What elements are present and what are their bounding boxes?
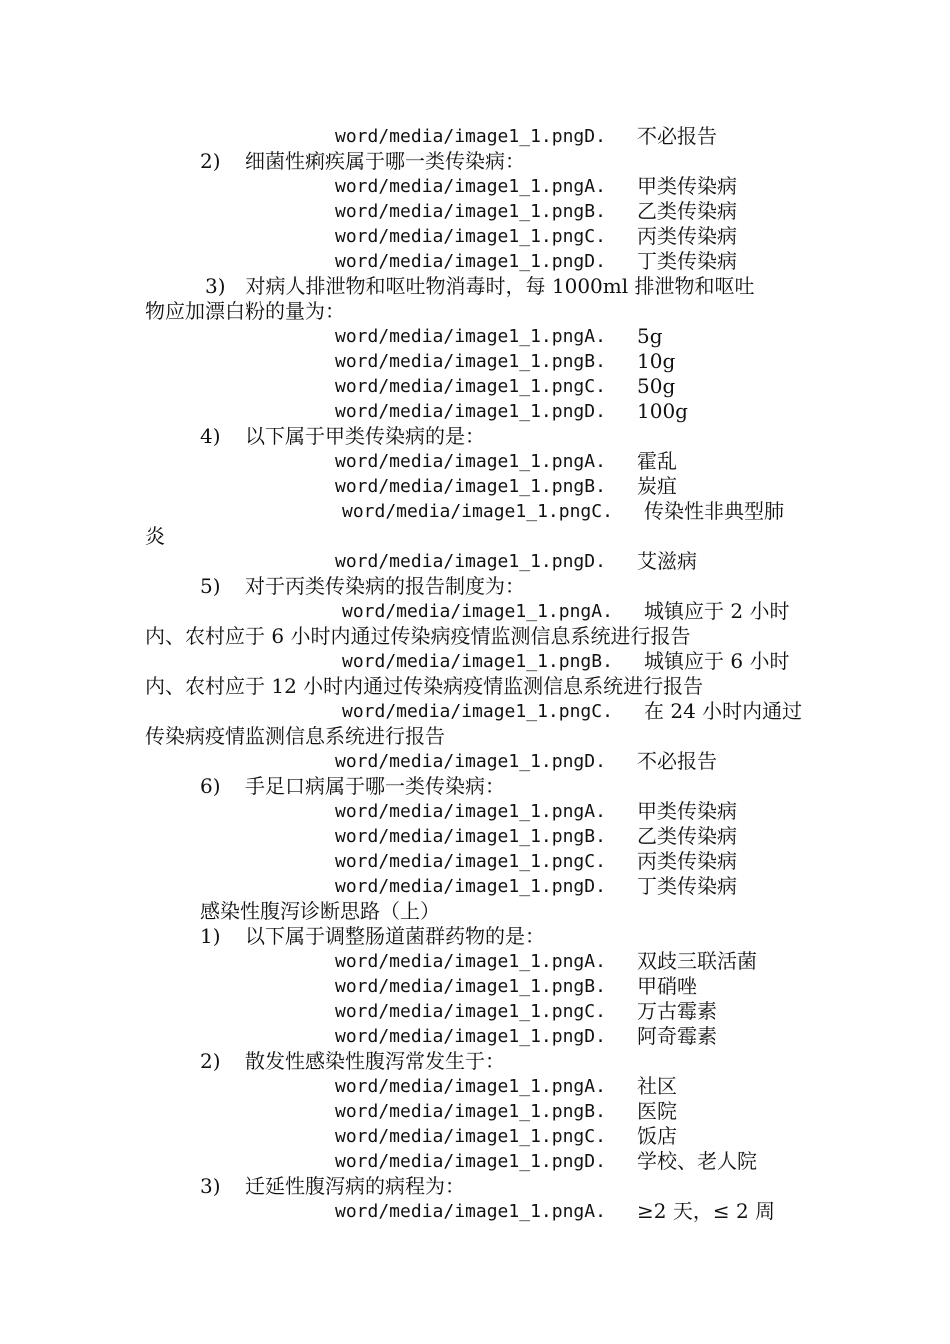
option-text-continuation: 炎: [145, 524, 165, 548]
option-prefix: word/media/image1_1.pngD.: [335, 751, 606, 772]
option-text-continuation: 传染病疫情监测信息系统进行报告: [145, 724, 445, 748]
option-text: 丙类传染病: [637, 224, 737, 248]
option-prefix: word/media/image1_1.pngC.: [342, 701, 613, 722]
option-text: 不必报告: [637, 124, 717, 148]
option-text: 饭店: [637, 1124, 677, 1148]
option-text: 100g: [637, 399, 688, 423]
question-number: 2): [200, 149, 221, 173]
option-prefix: word/media/image1_1.pngC.: [335, 1126, 606, 1147]
option-text: ≥2 天，≤ 2 周: [637, 1199, 776, 1223]
option-prefix: word/media/image1_1.pngD.: [335, 1026, 606, 1047]
option-line: [0, 474, 950, 499]
option-prefix: word/media/image1_1.pngA.: [335, 1076, 606, 1097]
option-line: [0, 399, 950, 424]
question-line: [0, 574, 950, 599]
option-line: [0, 974, 950, 999]
option-text: 医院: [637, 1099, 677, 1123]
option-line: [0, 749, 950, 774]
option-prefix: word/media/image1_1.pngD.: [335, 876, 606, 897]
option-prefix: word/media/image1_1.pngC.: [335, 851, 606, 872]
option-line: [0, 849, 950, 874]
option-text: 学校、老人院: [637, 1149, 757, 1173]
option-line: [0, 1199, 950, 1224]
option-prefix: word/media/image1_1.pngB.: [335, 351, 606, 372]
option-text: 传染性非典型肺: [644, 499, 784, 523]
question-text: 细菌性痢疾属于哪一类传染病：: [245, 149, 525, 173]
option-line: [0, 449, 950, 474]
option-line: [0, 949, 950, 974]
option-text: 乙类传染病: [637, 199, 737, 223]
option-line: [0, 1074, 950, 1099]
question-number: 1): [200, 924, 221, 948]
option-text: 丙类传染病: [637, 849, 737, 873]
option-prefix: word/media/image1_1.pngD.: [335, 1151, 606, 1172]
option-line: [0, 174, 950, 199]
option-line: [0, 1124, 950, 1149]
option-text: 霍乱: [637, 449, 677, 473]
option-text: 丁类传染病: [637, 874, 737, 898]
question-line: [0, 1049, 950, 1074]
option-line: [0, 349, 950, 374]
option-prefix: word/media/image1_1.pngD.: [335, 251, 606, 272]
question-number: 3): [200, 1174, 221, 1198]
option-prefix: word/media/image1_1.pngD.: [335, 401, 606, 422]
option-line: [0, 999, 950, 1024]
question-text: 手足口病属于哪一类传染病：: [245, 774, 505, 798]
option-text: 万古霉素: [637, 999, 717, 1023]
option-prefix: word/media/image1_1.pngA.: [335, 951, 606, 972]
option-line: [0, 649, 950, 674]
question-text: 对于丙类传染病的报告制度为：: [245, 574, 525, 598]
option-line: [0, 249, 950, 274]
question-line: [0, 1174, 950, 1199]
option-line: [0, 324, 950, 349]
option-text-continuation: 内、农村应于 12 小时内通过传染病疫情监测信息系统进行报告: [145, 674, 704, 698]
question-line: [0, 774, 950, 799]
option-text: 5g: [637, 324, 663, 348]
question-line: [0, 149, 950, 174]
option-line: [0, 824, 950, 849]
option-text: 城镇应于 6 小时: [644, 649, 790, 673]
option-prefix: word/media/image1_1.pngB.: [335, 476, 606, 497]
option-prefix: word/media/image1_1.pngB.: [335, 976, 606, 997]
option-text: 艾滋病: [637, 549, 697, 573]
option-text: 不必报告: [637, 749, 717, 773]
option-text: 甲硝唑: [637, 974, 697, 998]
option-line: [0, 699, 950, 724]
option-text: 社区: [637, 1074, 677, 1098]
option-prefix: word/media/image1_1.pngA.: [335, 326, 606, 347]
option-text: 在 24 小时内通过: [644, 699, 803, 723]
question-text: 散发性感染性腹泻常发生于：: [245, 1049, 505, 1073]
option-text: 甲类传染病: [637, 174, 737, 198]
option-prefix: word/media/image1_1.pngA.: [335, 451, 606, 472]
option-line: [0, 1024, 950, 1049]
question-number: 4): [200, 424, 221, 448]
option-prefix: word/media/image1_1.pngA.: [335, 1201, 606, 1222]
question-number: 5): [200, 574, 221, 598]
option-prefix: word/media/image1_1.pngC.: [335, 376, 606, 397]
question-number: 6): [200, 774, 221, 798]
option-line: [0, 599, 950, 624]
question-line-continuation: 物应加漂白粉的量为：: [145, 299, 345, 323]
question-text: 以下属于甲类传染病的是：: [245, 424, 485, 448]
option-prefix: word/media/image1_1.pngC.: [335, 1001, 606, 1022]
option-text: 甲类传染病: [637, 799, 737, 823]
option-prefix: word/media/image1_1.pngA.: [335, 801, 606, 822]
option-line: [0, 549, 950, 574]
option-text: 乙类传染病: [637, 824, 737, 848]
option-prefix: word/media/image1_1.pngA.: [335, 176, 606, 197]
option-text-continuation: 内、农村应于 6 小时内通过传染病疫情监测信息系统进行报告: [145, 624, 691, 648]
option-prefix: word/media/image1_1.pngD.: [335, 551, 606, 572]
option-line: [0, 124, 950, 149]
option-line: [0, 799, 950, 824]
option-line: [0, 224, 950, 249]
option-text: 双歧三联活菌: [637, 949, 757, 973]
option-text: 炭疽: [637, 474, 677, 498]
option-line: [0, 874, 950, 899]
question-line: 3) 对病人排泄物和呕吐物消毒时，每 1000ml 排泄物和呕吐: [205, 274, 755, 298]
option-text: 城镇应于 2 小时: [644, 599, 790, 623]
option-line: [0, 1149, 950, 1174]
option-text: 阿奇霉素: [637, 1024, 717, 1048]
option-line: [0, 199, 950, 224]
option-line: [0, 1099, 950, 1124]
question-line: [0, 924, 950, 949]
option-prefix: word/media/image1_1.pngD.: [335, 126, 606, 147]
question-text: 迁延性腹泻病的病程为：: [245, 1174, 465, 1198]
option-line: [0, 499, 950, 524]
option-prefix: word/media/image1_1.pngA.: [342, 601, 613, 622]
option-prefix: word/media/image1_1.pngB.: [335, 201, 606, 222]
option-prefix: word/media/image1_1.pngC.: [342, 501, 613, 522]
section-heading: 感染性腹泻诊断思路（上）: [200, 899, 440, 923]
option-prefix: word/media/image1_1.pngB.: [335, 826, 606, 847]
question-text: 以下属于调整肠道菌群药物的是：: [245, 924, 545, 948]
option-prefix: word/media/image1_1.pngB.: [335, 1101, 606, 1122]
option-text: 50g: [637, 374, 676, 398]
question-line: [0, 424, 950, 449]
option-prefix: word/media/image1_1.pngC.: [335, 226, 606, 247]
option-text: 丁类传染病: [637, 249, 737, 273]
option-text: 10g: [637, 349, 676, 373]
option-prefix: word/media/image1_1.pngB.: [342, 651, 613, 672]
option-line: [0, 374, 950, 399]
question-number: 2): [200, 1049, 221, 1073]
